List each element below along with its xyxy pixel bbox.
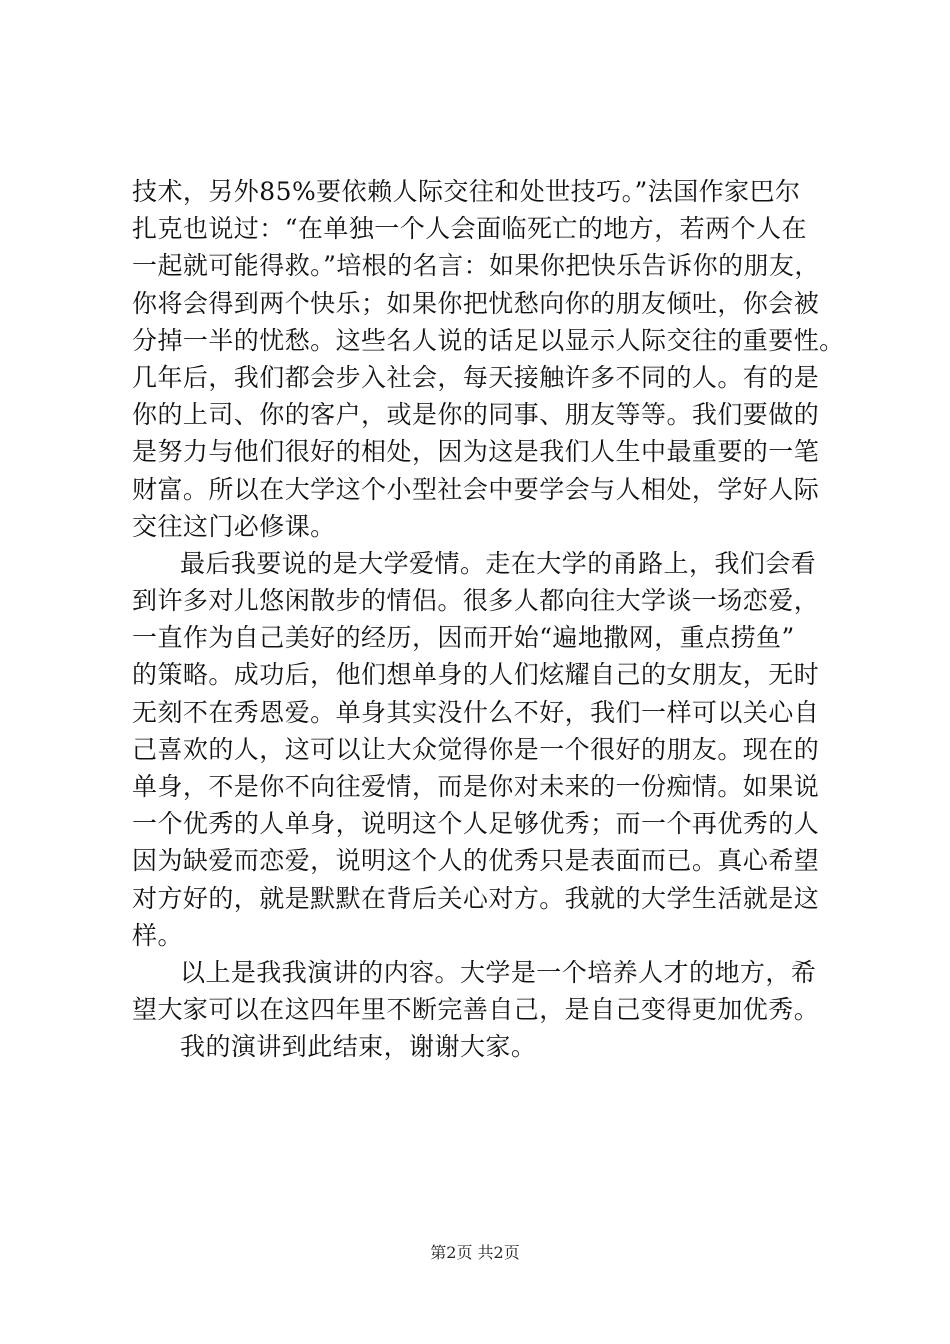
text-line: 几年后，我们都会步入社会，每天接触许多不同的人。有的是 (132, 362, 820, 392)
text-line: 样。 (132, 920, 183, 950)
text-line: 单身，不是你不向往爱情，而是你对未来的一份痴情。如果说 (132, 772, 820, 801)
text-line: 对方好的，就是默默在背后关心对方。我就的大学生活就是这 (132, 883, 820, 913)
text-line: 望大家可以在这四年里不断完善自己，是自己变得更加优秀。 (132, 995, 820, 1025)
text-line: 的策略。成功后，他们想单身的人们炫耀自己的女朋友，无时 (132, 660, 820, 690)
text-line: 分掉一半的忧愁。这些名人说的话足以显示人际交往的重要性。 (132, 325, 845, 355)
page-number-footer: 第2页 共2页 (430, 1243, 520, 1262)
text-line: 一直作为自己美好的经历，因而开始“遍地撒网，重点捞鱼” (132, 623, 795, 653)
document-body (132, 173, 845, 1066)
text-line: 己喜欢的人，这可以让大众觉得你是一个很好的朋友。现在的 (132, 734, 820, 764)
paragraph-first-line: 最后我要说的是大学爱情。走在大学的甬路上，我们会看 (180, 548, 817, 578)
text-line: 你将会得到两个快乐；如果你把忧愁向你的朋友倾吐，你会被 (132, 288, 820, 318)
paragraph-first-line: 我的演讲到此结束，谢谢大家。 (180, 1032, 537, 1062)
text-line: 无刻不在秀恩爱。单身其实没什么不好，我们一样可以关心自 (132, 697, 820, 727)
text-line: 一个优秀的人单身，说明这个人足够优秀；而一个再优秀的人 (132, 809, 820, 839)
text-line: 一起就可能得救。”培根的名言：如果你把快乐告诉你的朋友， (132, 251, 820, 281)
text-line: 技术，另外85%要依赖人际交往和处世技巧。”法国作家巴尔 (132, 177, 801, 206)
text-line: 是努力与他们很好的相处，因为这是我们人生中最重要的一笔 (132, 437, 820, 467)
text-line: 你的上司、你的客户，或是你的同事、朋友等等。我们要做的 (132, 400, 820, 430)
text-line: 扎克也说过：“在单独一个人会面临死亡的地方，若两个人在 (132, 214, 807, 244)
text-line: 到许多对儿悠闲散步的情侣。很多人都向往大学谈一场恋爱， (132, 586, 820, 616)
text-line: 交往这门必修课。 (132, 511, 336, 541)
text-line: 财富。所以在大学这个小型社会中要学会与人相处，学好人际 (132, 474, 820, 504)
paragraph-first-line: 以上是我我演讲的内容。大学是一个培养人才的地方，希 (180, 957, 817, 987)
text-line: 因为缺爱而恋爱，说明这个人的优秀只是表面而已。真心希望 (132, 846, 820, 876)
